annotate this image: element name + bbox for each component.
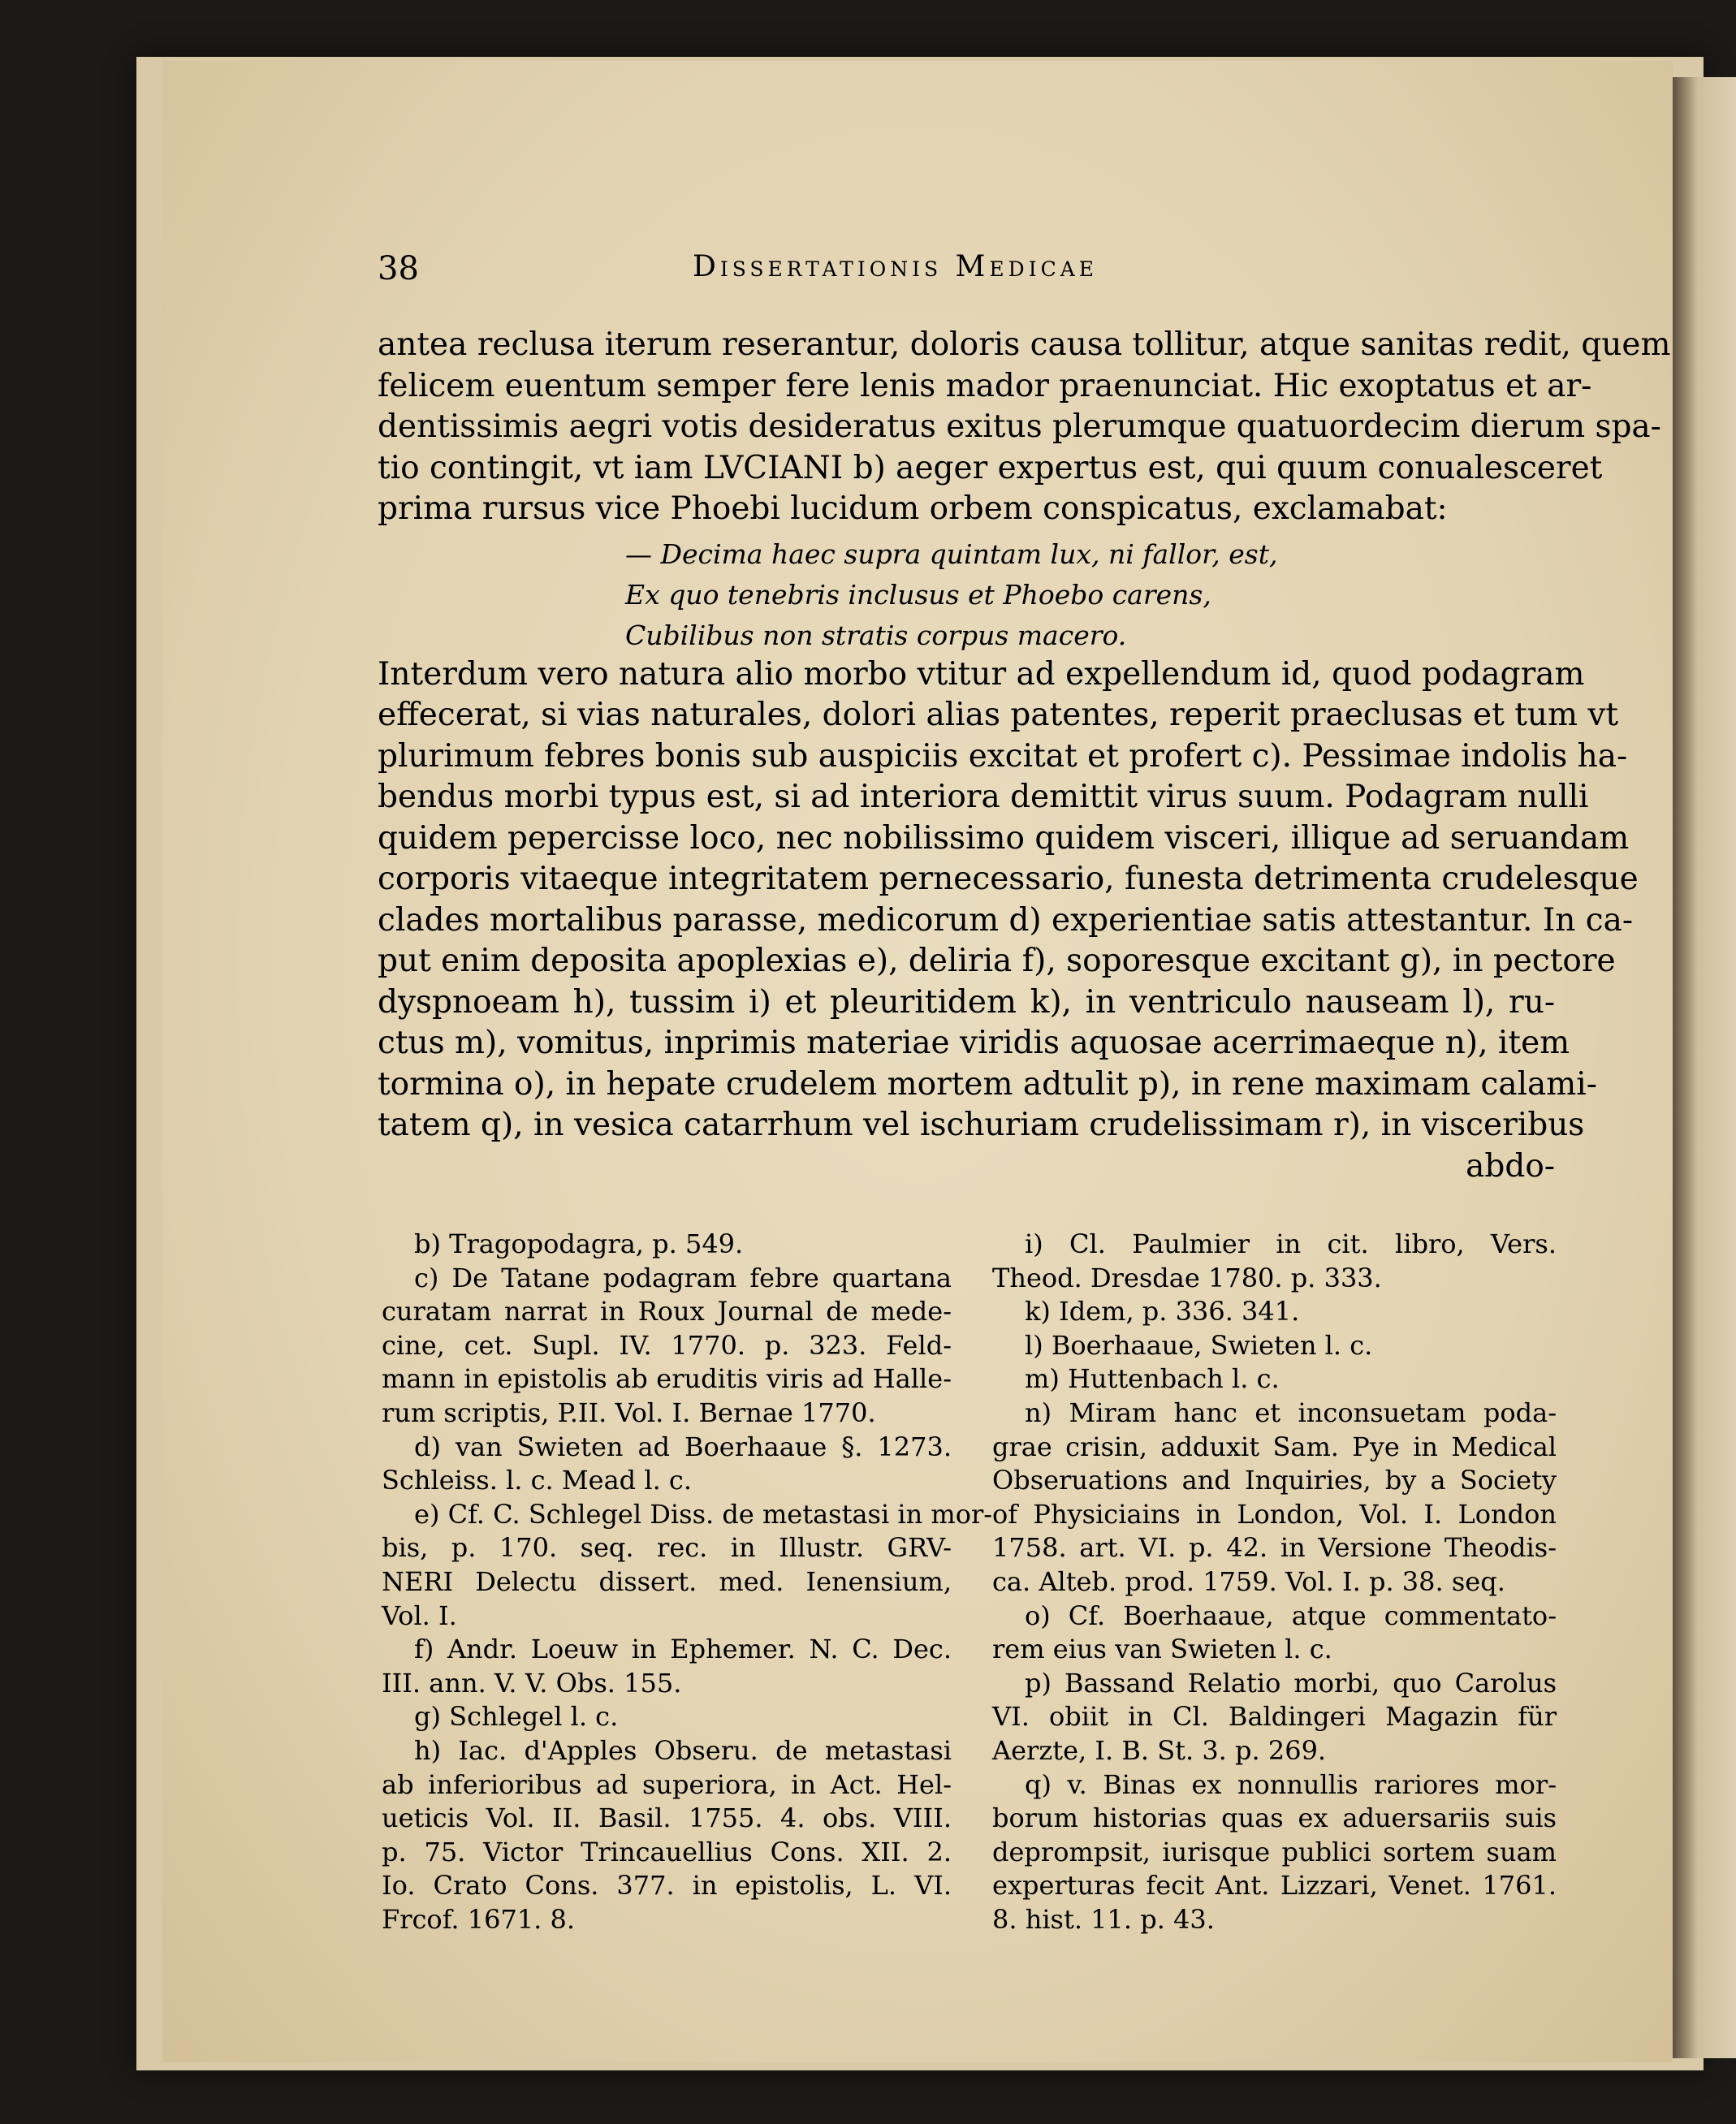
page-number: 38 [378,250,419,287]
footnote-line: e) Cf. C. Schlegel Diss. de metastasi in mor- [414,1498,993,1530]
text-line: tio contingit, vt iam LVCIANI b) aeger expertus est, qui quum conualesceret [378,449,1603,486]
text-line: antea reclusa iterum reserantur, doloris causa tollitur, atque sanitas redit, quem [378,326,1671,363]
text-line: put enim deposita apoplexias e), deliria f), soporesque excitant g), in pectore [378,943,1616,979]
text-line: tormina o), in hepate crudelem mortem adtulit p), in rene maximam calami- [378,1065,1597,1103]
text-line: effecerat, si vias naturales, dolori alias patentes, reperit praeclusas et tum vt [378,697,1619,733]
verse-quotation [625,534,1437,656]
footnote-line: Obseruations and Inquiries, by a Society [992,1465,1557,1496]
footnote-line: o) Cf. Boerhaaue, atque commentato- [1025,1599,1557,1631]
footnote-line: b) Tragopodagra, p. 549. [414,1228,744,1259]
footnote-line: Schleiss. l. c. Mead l. c. [382,1465,692,1496]
text-line: felicem euentum semper fere lenis mador praenunciat. Hic exoptatus et ar- [378,367,1592,404]
footnote-line: Aerzte, I. B. St. 3. p. 269. [992,1734,1327,1766]
footnote-line: ueticis Vol. II. Basil. 1755. 4. obs. VIII. [382,1802,952,1834]
footnote-line: k) Idem, p. 336. 341. [1025,1296,1300,1328]
footnote-line: h) Iac. d'Apples Obseru. de metastasi [414,1734,952,1766]
footnote-line: rem eius van Swieten l. c. [992,1634,1332,1665]
footnotes-right-column [992,1228,1557,1936]
next-page-edge [1673,77,1736,2058]
footnote-line: Vol. I. [382,1599,457,1631]
footnote-line: Theod. Dresdae 1780. p. 333. [992,1262,1382,1293]
footnote-line: d) van Swieten ad Boerhaaue §. 1273. [414,1431,952,1462]
footnote-line: III. ann. V. V. Obs. 155. [382,1667,682,1699]
verse-line: — Decima haec supra quintam lux, ni fallor, est, [625,538,1278,570]
text-line: bendus morbi typus est, si ad interiora demittit virus suum. Podagram nulli [378,779,1589,815]
footnote-line: f) Andr. Loeuw in Ephemer. N. C. Dec. [414,1634,952,1665]
text-line: dyspnoeam h), tussim i) et pleuritidem k), in ventriculo nauseam l), ru- [378,983,1555,1021]
footnote-line: i) Cl. Paulmier in cit. libro, Vers. [1025,1228,1557,1259]
footnote-line: experturas fecit Ant. Lizzari, Venet. 1761. [992,1870,1557,1902]
footnote-line: mann in epistolis ab eruditis viris ad Halle- [382,1363,952,1395]
footnote-line: q) v. Binas ex nonnullis rariores mor- [1025,1768,1557,1800]
footnote-line: g) Schlegel l. c. [414,1701,619,1733]
footnote-line: p. 75. Victor Trincauellius Cons. XII. 2. [382,1836,952,1867]
footnote-line: NERI Delectu dissert. med. Ienensium, [382,1565,952,1597]
verse-line: Cubilibus non stratis corpus macero. [625,620,1127,651]
footnote-line: c) De Tatane podagram febre quartana [414,1262,952,1293]
text-line: ctus m), vomitus, inprimis materiae viridis aquosae acerrimaeque n), item [378,1025,1570,1061]
text-line: plurimum febres bonis sub auspiciis excitat et profert c). Pessimae indolis ha- [378,737,1628,775]
footnote-line: n) Miram hanc et inconsuetam poda- [1025,1397,1557,1428]
footnote-line: ab inferioribus ad superiora, in Act. Hel- [382,1768,952,1800]
footnote-line: bis, p. 170. seq. rec. in Illustr. GRV- [382,1532,952,1564]
page-header [378,250,1547,291]
footnote-line: ca. Alteb. prod. 1759. Vol. I. p. 38. seq. [992,1565,1505,1597]
text-line: clades mortalibus parasse, medicorum d) experientiae satis attestantur. In ca- [378,901,1634,939]
footnote-line: p) Bassand Relatio morbi, quo Carolus [1025,1667,1557,1699]
verse-line: Ex quo tenebris inclusus et Phoebo carens, [625,579,1211,611]
footnote-line: Io. Crato Cons. 377. in epistolis, L. VI. [382,1870,952,1902]
footnote-line: grae crisin, adduxit Sam. Pye in Medical [992,1431,1557,1462]
text-line: tatem q), in vesica catarrhum vel ischuriam crudelissimam r), in visceribus [378,1107,1585,1143]
footnote-line: curatam narrat in Roux Journal de mede- [382,1296,952,1328]
footnote-line: l) Boerhaaue, Swieten l. c. [1025,1329,1373,1361]
footnote-line: cine, cet. Supl. IV. 1770. p. 323. Feld- [382,1329,952,1361]
text-line: Interdum vero natura alio morbo vtitur ad expellendum id, quod podagram [378,655,1585,693]
footnotes-left-column [382,1228,993,1936]
text-line: quidem pepercisse loco, nec nobilissimo quidem visceri, illique ad seruandam [378,819,1630,857]
footnote-line: Frcof. 1671. 8. [382,1903,576,1935]
catchword: abdo- [1466,1147,1555,1185]
footnote-line: borum historias quas ex aduersariis suis [992,1802,1557,1834]
text-line: prima rursus vice Phoebi lucidum orbem conspicatus, exclamabat: [378,490,1448,527]
main-text [378,325,1671,1187]
footnote-line: rum scriptis, P.II. Vol. I. Bernae 1770. [382,1397,876,1428]
footnote-line: deprompsit, iurisque publici sortem suam [992,1836,1557,1867]
text-line: dentissimis aegri votis desideratus exitus plerumque quatuordecim dierum spa- [378,408,1661,445]
footnote-line: of Physiciains in London, Vol. I. London [992,1498,1557,1530]
running-head: Dissertationis Medicae [693,250,1099,283]
footnote-line: 8. hist. 11. p. 43. [992,1903,1215,1935]
footnote-line: 1758. art. VI. p. 42. in Versione Theodis- [992,1532,1557,1564]
footnote-line: m) Huttenbach l. c. [1025,1363,1280,1395]
text-line: corporis vitaeque integritatem pernecessario, funesta detrimenta crudelesque [378,861,1639,897]
footnote-line: VI. obiit in Cl. Baldingeri Magazin für [992,1701,1557,1733]
